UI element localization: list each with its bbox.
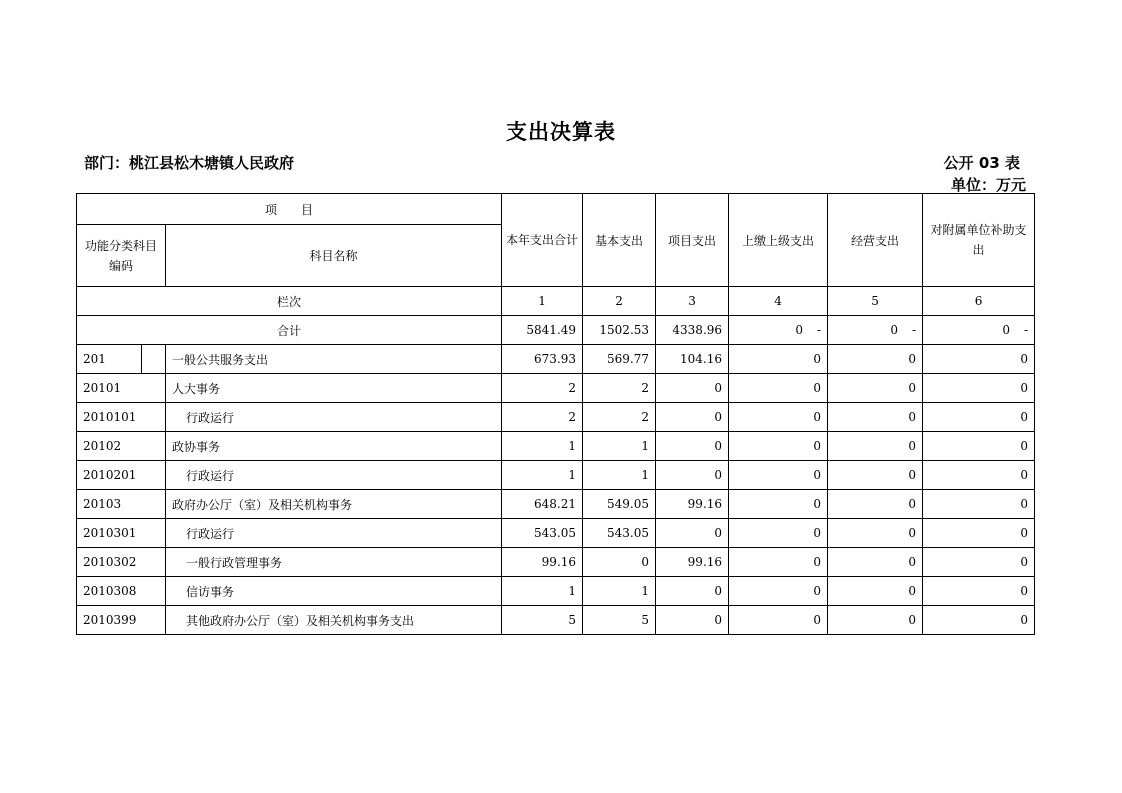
row-value: 0 <box>923 432 1035 461</box>
column-number: 5 <box>828 287 923 316</box>
row-value: 1 <box>502 432 583 461</box>
row-value: 0 <box>729 461 828 490</box>
table-row <box>77 519 1035 548</box>
row-value: 0 <box>656 374 729 403</box>
row-value: 2 <box>583 403 656 432</box>
header-code: 功能分类科目编码 <box>77 225 166 287</box>
row-value: 0 <box>656 577 729 606</box>
row-value: 2 <box>583 374 656 403</box>
row-value: 0 <box>828 461 923 490</box>
table-row <box>77 548 1035 577</box>
row-name: 行政运行 <box>166 403 502 432</box>
header-upper: 上缴上级支出 <box>729 194 828 287</box>
column-number: 2 <box>583 287 656 316</box>
header-row-1 <box>77 194 1035 225</box>
summary-dash: - <box>816 323 822 337</box>
column-number: 4 <box>729 287 828 316</box>
row-value: 0 <box>729 577 828 606</box>
table-row <box>77 577 1035 606</box>
summary-value-cell <box>923 316 1035 345</box>
summary-row <box>77 316 1035 345</box>
header-total: 本年支出合计 <box>502 194 583 287</box>
row-value: 0 <box>828 490 923 519</box>
row-value: 2 <box>502 374 583 403</box>
row-value: 1 <box>502 577 583 606</box>
row-value: 0 <box>729 490 828 519</box>
row-value: 0 <box>656 519 729 548</box>
header-subsidy: 对附属单位补助支出 <box>923 194 1035 287</box>
row-value: 0 <box>729 432 828 461</box>
row-value: 0 <box>729 519 828 548</box>
row-value: 0 <box>656 432 729 461</box>
row-code: 2010301 <box>77 519 166 548</box>
row-value: 549.05 <box>583 490 656 519</box>
row-code: 20101 <box>77 374 166 403</box>
table-row <box>77 403 1035 432</box>
row-value: 0 <box>923 519 1035 548</box>
row-value: 648.21 <box>502 490 583 519</box>
row-value: 543.05 <box>502 519 583 548</box>
column-number: 1 <box>502 287 583 316</box>
header-item: 项 目 <box>77 194 502 225</box>
row-value: 0 <box>828 432 923 461</box>
row-name: 信访事务 <box>166 577 502 606</box>
summary-value: 1502.53 <box>583 316 656 345</box>
row-value: 0 <box>828 345 923 374</box>
table-row <box>77 606 1035 635</box>
summary-value: 5841.49 <box>502 316 583 345</box>
summary-dash: - <box>911 323 917 337</box>
row-value: 1 <box>583 461 656 490</box>
row-value: 0 <box>923 577 1035 606</box>
table-row <box>77 432 1035 461</box>
summary-value: 4338.96 <box>656 316 729 345</box>
row-name: 一般行政管理事务 <box>166 548 502 577</box>
form-number: 公开 03 表 <box>943 154 1020 172</box>
row-value: 0 <box>923 548 1035 577</box>
row-value: 99.16 <box>502 548 583 577</box>
row-code: 2010308 <box>77 577 166 606</box>
row-value: 0 <box>923 461 1035 490</box>
row-value: 0 <box>729 403 828 432</box>
expenditure-table <box>76 193 1035 635</box>
row-code: 2010201 <box>77 461 166 490</box>
row-value: 543.05 <box>583 519 656 548</box>
column-number: 6 <box>923 287 1035 316</box>
summary-value-cell <box>828 316 923 345</box>
summary-label: 合计 <box>77 316 502 345</box>
row-name: 其他政府办公厅（室）及相关机构事务支出 <box>166 606 502 635</box>
row-value: 0 <box>729 606 828 635</box>
row-value: 0 <box>923 606 1035 635</box>
header-project: 项目支出 <box>656 194 729 287</box>
table-row <box>77 490 1035 519</box>
summary-dash: - <box>1023 323 1029 337</box>
row-code: 20102 <box>77 432 166 461</box>
row-value: 0 <box>828 577 923 606</box>
row-value: 0 <box>583 548 656 577</box>
column-number-label: 栏次 <box>77 287 502 316</box>
row-name: 人大事务 <box>166 374 502 403</box>
page-title: 支出决算表 <box>506 120 616 144</box>
row-value: 673.93 <box>502 345 583 374</box>
summary-value: 0 <box>795 323 803 337</box>
row-value: 99.16 <box>656 548 729 577</box>
row-value: 0 <box>729 374 828 403</box>
row-name: 行政运行 <box>166 519 502 548</box>
row-value: 1 <box>583 577 656 606</box>
table-row <box>77 461 1035 490</box>
row-code: 201 <box>77 345 142 374</box>
row-value: 0 <box>656 403 729 432</box>
row-value: 99.16 <box>656 490 729 519</box>
table-row <box>77 345 1035 374</box>
summary-value: 0 <box>1002 323 1010 337</box>
row-code-spacer <box>142 345 166 374</box>
column-number-row <box>77 287 1035 316</box>
row-value: 5 <box>502 606 583 635</box>
row-value: 1 <box>502 461 583 490</box>
header-name: 科目名称 <box>166 225 502 287</box>
column-number: 3 <box>656 287 729 316</box>
row-value: 104.16 <box>656 345 729 374</box>
department-label: 部门：桃江县松木塘镇人民政府 <box>84 154 295 172</box>
row-value: 0 <box>656 461 729 490</box>
row-name: 政府办公厅（室）及相关机构事务 <box>166 490 502 519</box>
row-name: 政协事务 <box>166 432 502 461</box>
table-row <box>77 374 1035 403</box>
row-name: 一般公共服务支出 <box>166 345 502 374</box>
row-value: 2 <box>502 403 583 432</box>
row-value: 569.77 <box>583 345 656 374</box>
summary-value: 0 <box>890 323 898 337</box>
row-value: 5 <box>583 606 656 635</box>
header-business: 经营支出 <box>828 194 923 287</box>
row-value: 0 <box>729 548 828 577</box>
row-value: 0 <box>923 345 1035 374</box>
row-value: 0 <box>656 606 729 635</box>
row-value: 0 <box>828 374 923 403</box>
row-code: 2010399 <box>77 606 166 635</box>
header-basic: 基本支出 <box>583 194 656 287</box>
row-code: 20103 <box>77 490 166 519</box>
row-value: 0 <box>923 403 1035 432</box>
row-value: 0 <box>828 403 923 432</box>
row-code: 2010302 <box>77 548 166 577</box>
summary-value-cell <box>729 316 828 345</box>
row-value: 0 <box>828 548 923 577</box>
row-value: 0 <box>828 606 923 635</box>
row-name: 行政运行 <box>166 461 502 490</box>
row-value: 0 <box>729 345 828 374</box>
row-value: 0 <box>828 519 923 548</box>
row-code: 2010101 <box>77 403 166 432</box>
row-value: 0 <box>923 490 1035 519</box>
row-value: 0 <box>923 374 1035 403</box>
unit-label: 单位：万元 <box>950 176 1026 194</box>
row-value: 1 <box>583 432 656 461</box>
